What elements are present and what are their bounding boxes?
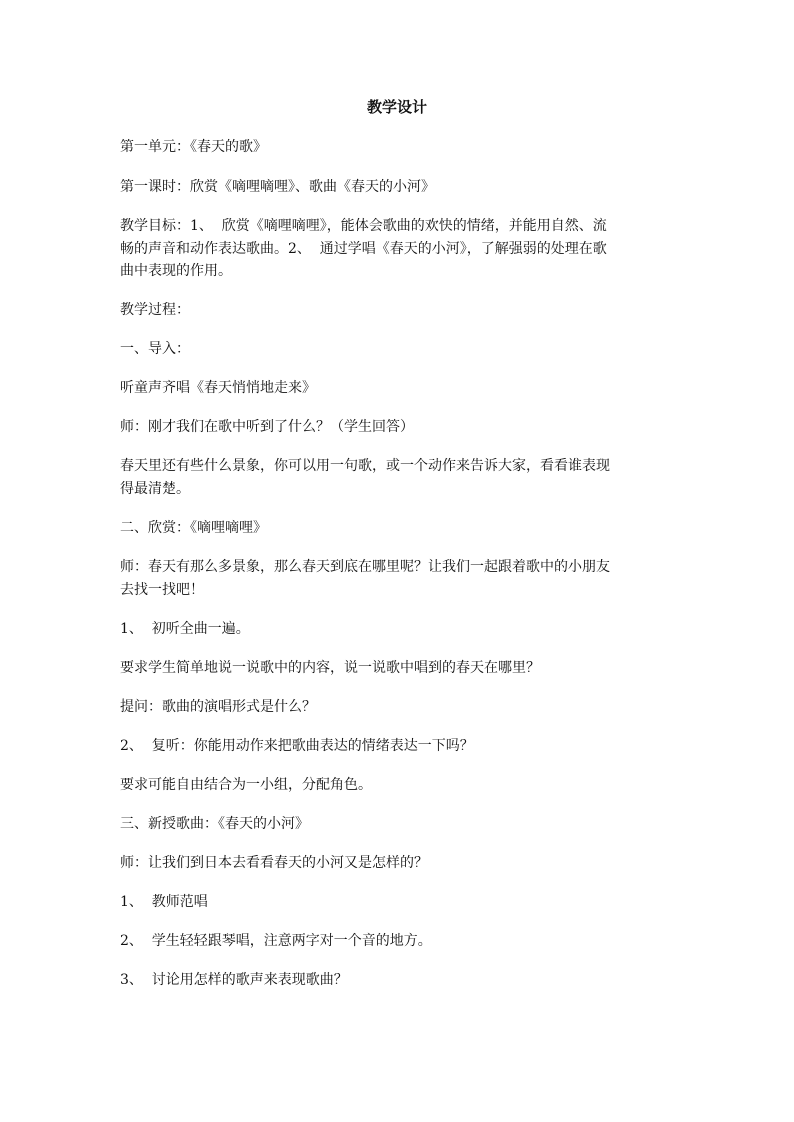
- appreciate-step-2: 2、 复听：你能用动作来把歌曲表达的情绪表达一下吗？: [120, 738, 474, 754]
- appreciate-group-line: 要求可能自由结合为一小组，分配角色。: [120, 777, 372, 793]
- new-song-step-2: 2、 学生轻轻跟琴唱，注意两字对一个音的地方。: [120, 933, 432, 949]
- section-appreciate-heading: 二、欣赏：《嘀哩嘀哩》: [120, 520, 267, 536]
- lesson-line: 第一课时：欣赏《嘀哩嘀哩》、歌曲《春天的小河》: [120, 179, 435, 195]
- appreciate-teacher-line-1: 师：春天有那么多景象，那么春天到底在哪里呢？让我们一起跟着歌中的小朋友: [120, 559, 610, 575]
- appreciate-step-1: 1、 初听全曲一遍。: [120, 621, 250, 637]
- objectives-line-3: 曲中表现的作用。: [120, 263, 232, 279]
- new-song-teacher-line: 师：让我们到日本去看看春天的小河又是怎样的？: [120, 855, 428, 871]
- intro-question-line: 师：刚才我们在歌中听到了什么？（学生回答）: [120, 419, 414, 435]
- appreciate-question-line: 提问：歌曲的演唱形式是什么？: [120, 699, 316, 715]
- intro-listen-line: 听童声齐唱《春天悄悄地走来》: [120, 380, 316, 396]
- objectives-line-1: 教学目标：1、 欣赏《嘀哩嘀哩》，能体会歌曲的欢快的情绪，并能用自然、流: [120, 218, 607, 234]
- section-intro-heading: 一、导入：: [120, 341, 190, 357]
- intro-spring-line-1: 春天里还有些什么景象，你可以用一句歌，或一个动作来告诉大家，看看谁表现: [120, 458, 610, 474]
- new-song-step-1: 1、 教师范唱: [120, 894, 208, 910]
- appreciate-requirement-line: 要求学生简单地说一说歌中的内容，说一说歌中唱到的春天在哪里？: [120, 660, 540, 676]
- new-song-step-3: 3、 讨论用怎样的歌声来表现歌曲？: [120, 972, 348, 988]
- document-title: 教学设计: [366, 98, 427, 116]
- process-heading: 教学过程：: [120, 302, 190, 318]
- section-new-song-heading: 三、新授歌曲：《春天的小河》: [120, 816, 309, 832]
- unit-line: 第一单元：《春天的歌》: [120, 139, 267, 155]
- objectives-line-2: 畅的声音和动作表达歌曲。2、 通过学唱《春天的小河》，了解强弱的处理在歌: [120, 241, 607, 257]
- intro-spring-line-2: 得最清楚。: [120, 481, 190, 497]
- appreciate-teacher-line-2: 去找一找吧！: [120, 582, 204, 598]
